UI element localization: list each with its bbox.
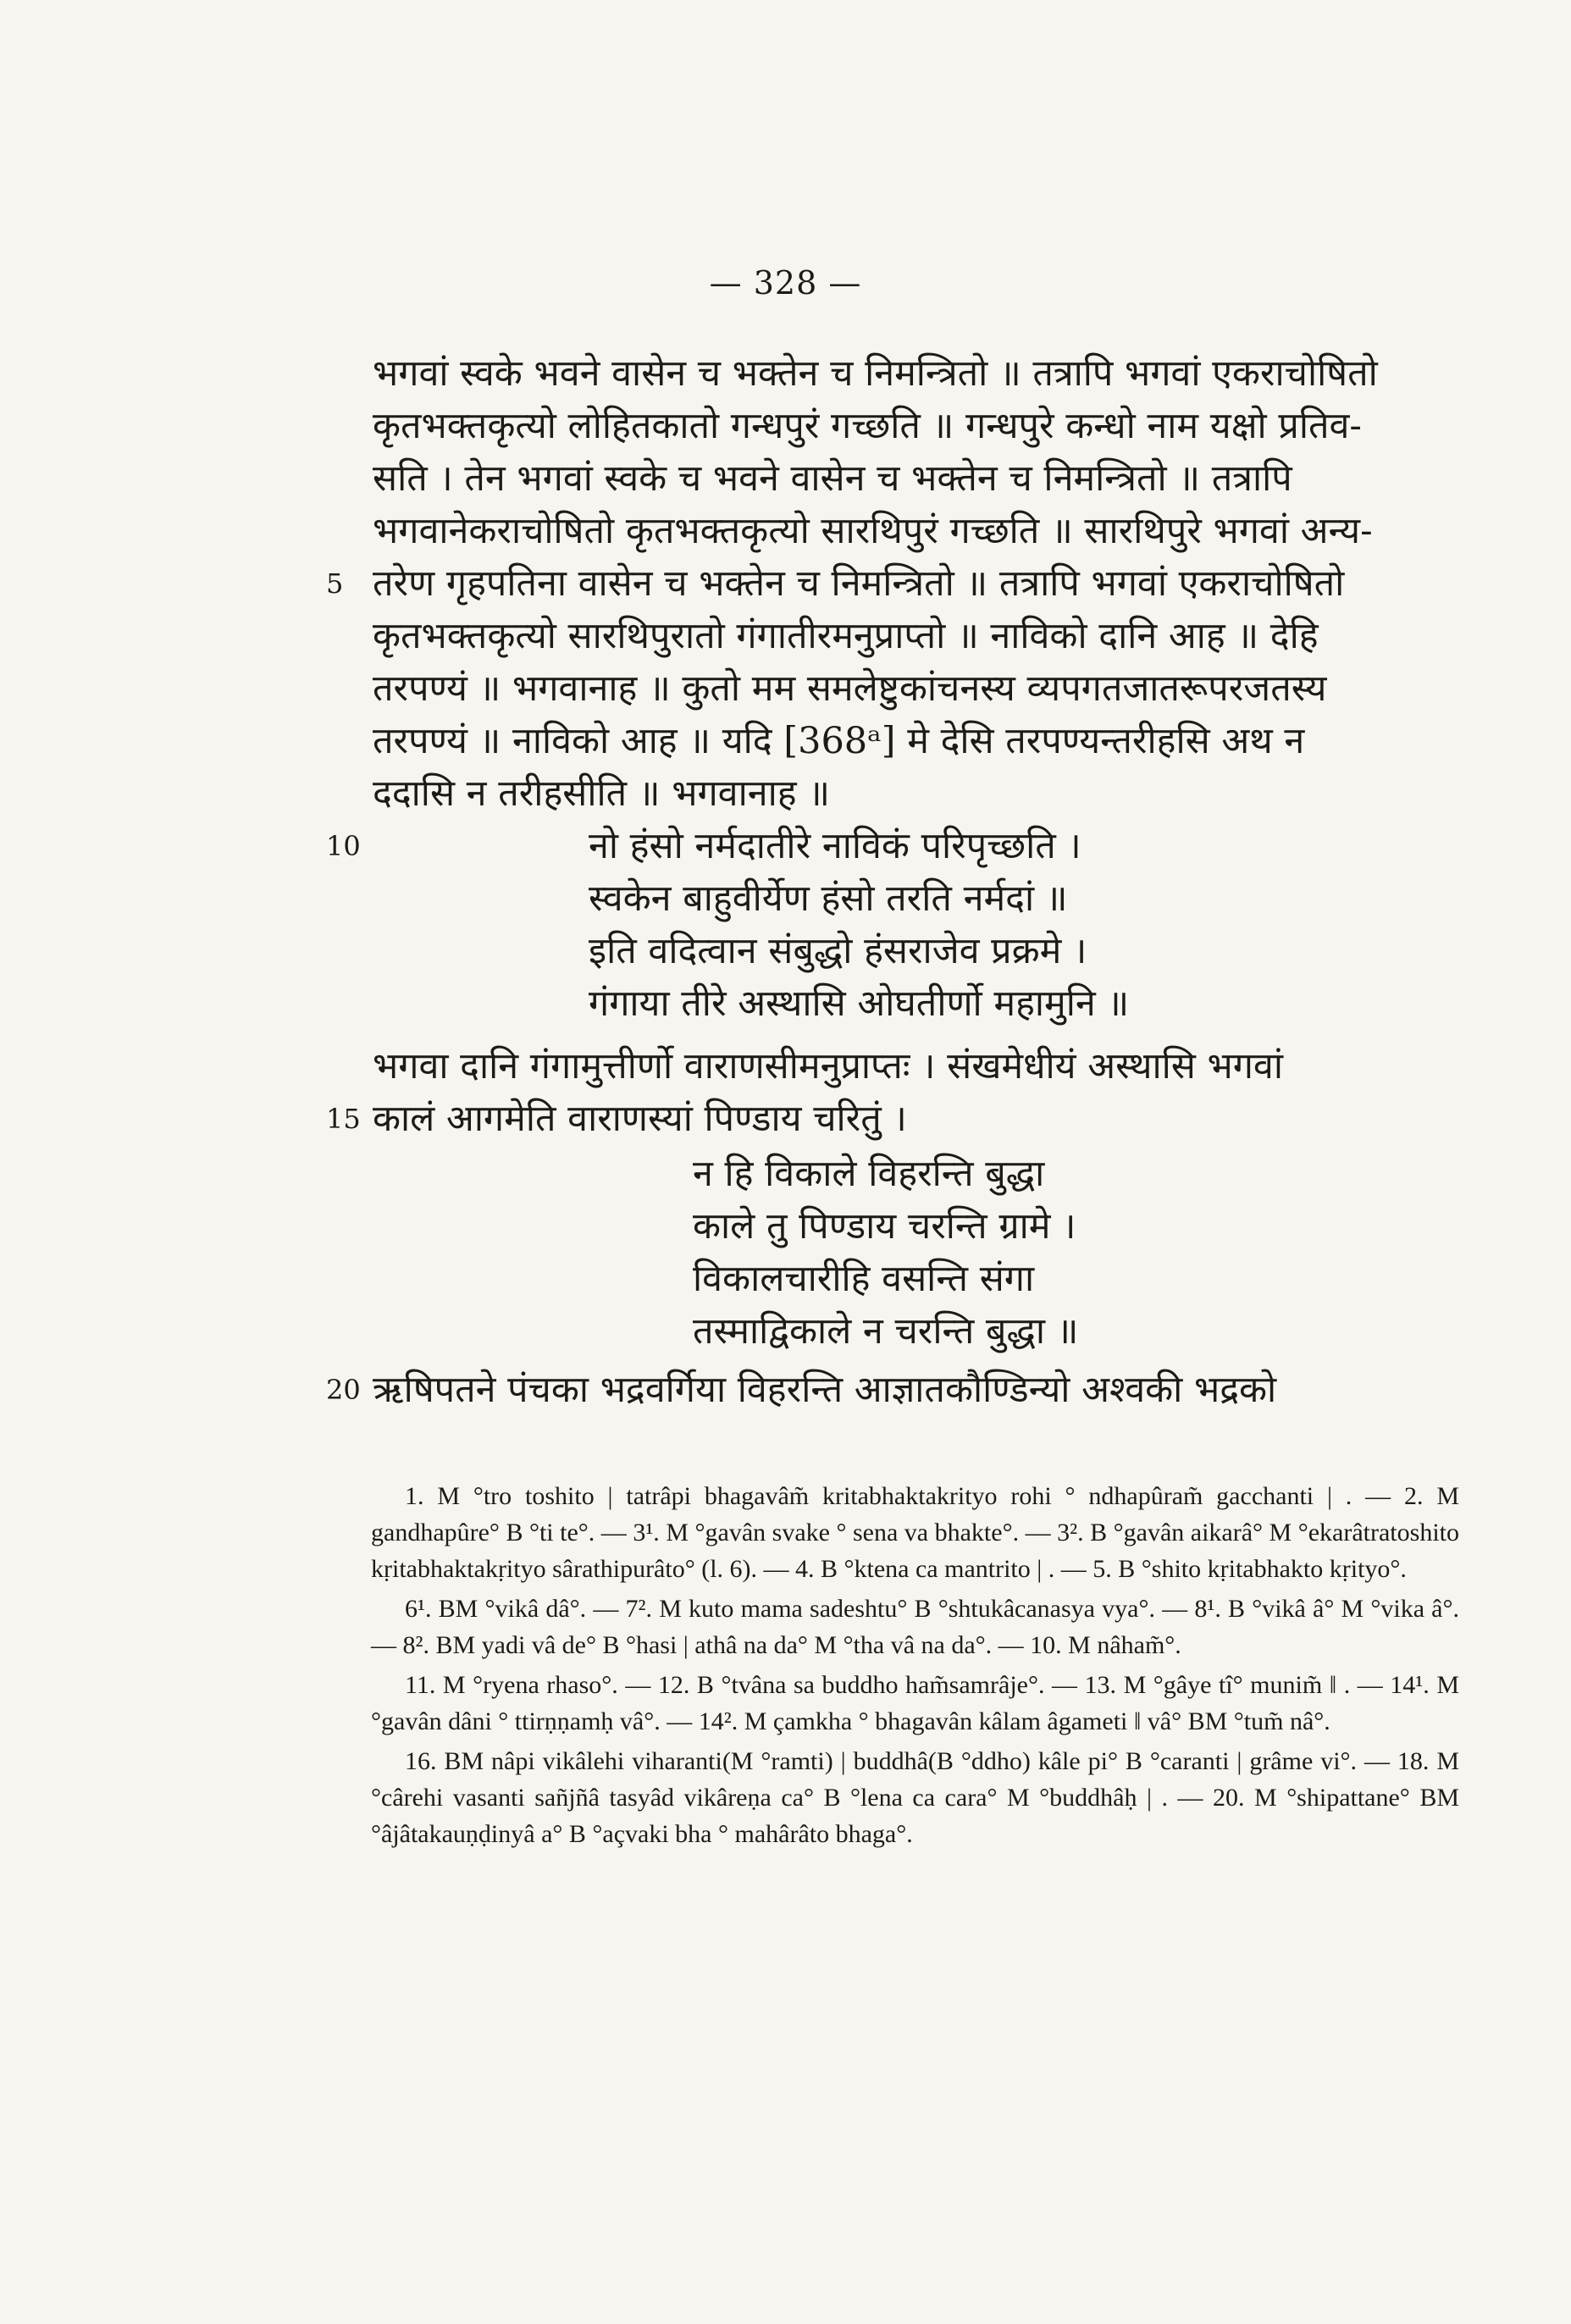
prose-line: ऋषिपतने पंचका भद्रवर्गिया विहरन्ति आज्ञातकौण्डिन्यो अश्वकी भद्रको <box>373 1369 1277 1411</box>
verse-line: गंगाया तीरे अस्थासि ओघतीर्णो महामुनि ॥ <box>589 982 1130 1025</box>
margin-line-number: 5 <box>326 567 344 600</box>
prose-line: तरेण गृहपतिना वासेन च भक्तेन च निमन्त्रितो ॥ तत्रापि भगवां एकराचोषितो <box>373 562 1345 605</box>
footnotes <box>371 1478 1459 1856</box>
verse-line: तस्माद्विकाले न चरन्ति बुद्धा ॥ <box>693 1310 1079 1353</box>
verse-line: काले तु पिण्डाय चरन्ति ग्रामे । <box>693 1205 1076 1248</box>
prose-line: सति । तेन भगवां स्वके च भवने वासेन च भक्तेन च निमन्त्रितो ॥ तत्रापि <box>373 457 1292 500</box>
margin-line-number: 15 <box>326 1103 361 1135</box>
verse-line: न हि विकाले विहरन्ति बुद्धा <box>693 1153 1045 1195</box>
verse-line: स्वकेन बाहुवीर्येण हंसो तरति नर्मदां ॥ <box>589 877 1068 920</box>
prose-line: कालं आगमेति वाराणस्यां पिण्डाय चरितुं । <box>373 1098 907 1140</box>
prose-line: कृतभक्तकृत्यो लोहितकातो गन्धपुरं गच्छति ॥ गन्धपुरे कन्धो नाम यक्षो प्रतिव- <box>373 405 1362 447</box>
prose-line: कृतभक्तकृत्यो सारथिपुरातो गंगातीरमनुप्राप्तो ॥ नाविको दानि आह ॥ देहि <box>373 615 1319 657</box>
verse-line: विकालचारीहि वसन्ति संगा <box>693 1258 1035 1300</box>
prose-line: भगवानेकराचोषितो कृतभक्तकृत्यो सारथिपुरं गच्छति ॥ सारथिपुरे भगवां अन्य- <box>373 510 1373 552</box>
prose-line: भगवां स्वके भवने वासेन च भक्तेन च निमन्त्रितो ॥ तत्रापि भगवां एकराचोषितो <box>373 352 1378 395</box>
footnote: 11. M °ryena rhaso°. — 12. B °tvâna sa buddho ham̃samrâje°. — 13. M °gâye tî° munim̃ ‖ . — 14¹. M °gavân dâni ° ttirṇṇamḥ vâ°. — 14². M çamkha ° bhagavân kâlam âgameti ‖ vâ° BM °tum̃ nâ°. <box>371 1671 1459 1735</box>
footnote: 16. BM nâpi vikâlehi viharanti(M °ramti) | buddhâ(B °ddho) kâle pi° B °caranti | grâme vi°. — 18. M °cârehi vasanti sañjñâ tasyâd vikâreṇa ca° B °lena ca cara° M °buddhâḥ | . — 20. M °shipattane° BM °âjâtakauṇḍinyâ a° B °açvaki bha ° mahârâto bhaga°. <box>371 1747 1459 1848</box>
margin-line-number: 10 <box>326 830 361 862</box>
prose-line: तरपण्यं ॥ भगवानाह ॥ कुतो मम समलेष्टुकांचनस्य व्यपगतजातरूपरजतस्य <box>373 667 1327 710</box>
footnote: 1. M °tro toshito | tatrâpi bhagavâm̃ kritabhaktakrityo rohi ° ndhapûram̃ gacchanti | . — 2. M gandhapûre° B °ti te°. — 3¹. M °gavân svake ° sena va bhakte°. — 3². B °gavân aikarâ° M °ekarâtratoshito kṛitabhaktakṛityo sârathipurâto° (l. 6). — 4. B °ktena ca mantrito | . — 5. B °shito kṛitabhakto kṛityo°. <box>371 1482 1459 1583</box>
page-number: — 328 — <box>709 264 862 302</box>
verse-line: नो हंसो नर्मदातीरे नाविकं परिपृच्छति । <box>589 825 1081 867</box>
prose-line: तरपण्यं ॥ नाविको आह ॥ यदि [368ᵃ] मे देसि तरपण्यन्तरीहसि अथ न <box>373 720 1305 762</box>
footnote: 6¹. BM °vikâ dâ°. — 7². M kuto mama sadeshtu° B °shtukâcanasya vya°. — 8¹. B °vikâ â° M °vika â°. — 8². BM yadi vâ de° B °hasi | athâ na da° M °tha vâ na da°. — 10. M nâham̃°. <box>371 1595 1459 1659</box>
margin-line-number: 20 <box>326 1374 361 1406</box>
prose-line: भगवा दानि गंगामुत्तीर्णो वाराणसीमनुप्राप्तः । संखमेधीयं अस्थासि भगवां <box>373 1045 1283 1087</box>
verse-line: इति वदित्वान संबुद्धो हंसराजेव प्रक्रमे । <box>589 930 1087 972</box>
prose-line: ददासि न तरीहसीति ॥ भगवानाह ॥ <box>373 772 830 815</box>
